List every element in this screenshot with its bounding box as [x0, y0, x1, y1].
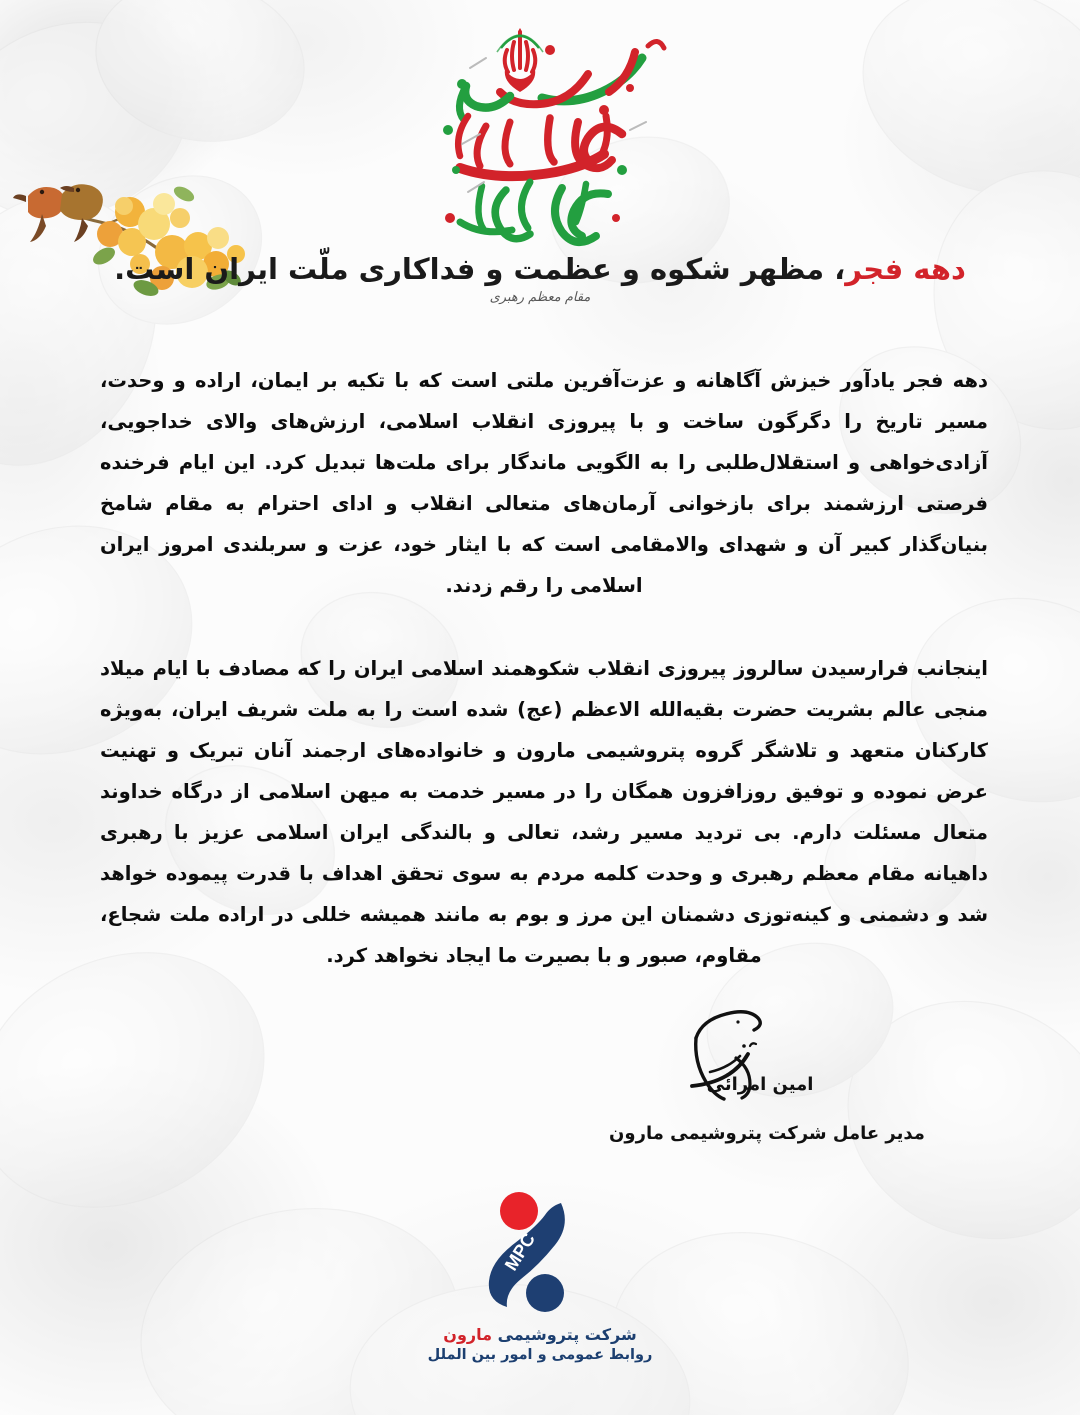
signature-block [600, 1008, 960, 1144]
bird-icon [60, 184, 103, 242]
logo-text: MPC [500, 1229, 539, 1275]
signature-mark [680, 1002, 790, 1112]
fajr-decade-emblem [390, 22, 690, 252]
footer-company-accent: مارون [443, 1325, 493, 1344]
paragraph: اینجانب فرارسیدن سالروز پیروزی انقلاب شکوهمند اسلامی ایران را که مصادف با ایام میلاد منجی عالم بشریت حضرت بقیه‌الله الاعظم (عج) شده است را به ملت شریف ایران، به‌ویژه کارکنان متعهد و تلاشگر گروه پتروشیمی مارون و خانواده‌های ارجمند آنان تبریک و تهنیت عرض نموده و توفیق روزافزون همگان را در مسیر خدمت به میهن اسلامی از درگاه خداوند متعال مسئلت دارم. بی تردید مسیر رشد، تعالی و بالندگی ایران اسلامی عزیز با رهبری داهیانه مقام معظم رهبری و وحدت کلمه مردم به سوی تحقق اهداف با قدرت پیموده خواهد شد و دشمنی و کینه‌توزی دشمنان این مرز و بوم به مانند همیشه خللی در اراده ملت شجاع، مقاوم، صبور و با بصیرت ما ایجاد نخواهد کرد. [100, 657, 988, 967]
bird-icon [13, 187, 64, 242]
quote-attribution: مقام معظم رهبری [489, 290, 591, 305]
paragraph: دهه فجر یادآور خیزش آگاهانه و عزت‌آفرین ملتی است که با تکیه بر ایمان، اراده و وحدت، مسیر تاریخ را دگرگون ساخت و با پیروزی انقلاب اسلامی، ارزش‌های والای خداجویی، آزادی‌خواهی و استقلال‌طلبی را به الگویی ماندگار برای ملت‌ها تبدیل کرد. این ایام فرخنده فرصتی ارزشمند برای بازخوانی آرمان‌های متعالی انقلاب و ادای احترام به مقام شامخ بنیان‌گذار کبیر آن و شهدای والامقامی است که با ایثار خود، عزت و سربلندی امروز ایران اسلامی را رقم زدند. [100, 369, 988, 597]
fajr-line-2 [458, 116, 622, 176]
footer-company-prefix: شرکت پتروشیمی [492, 1325, 637, 1344]
footer-block [0, 1189, 1080, 1363]
letter-body [100, 360, 988, 976]
footer-company [0, 1325, 1080, 1344]
fajr-line-3 [460, 182, 608, 242]
signature-title: مدیر عامل شرکت پتروشیمی مارون [609, 1123, 925, 1144]
mpc-logo [465, 1189, 615, 1319]
footer-department: روابط عمومی و امور بین الملل [427, 1347, 653, 1363]
quote-rest: ، مظهر شکوه و عظمت و فداکاری ملّت ایران است. [114, 252, 846, 286]
quote-highlight: دهه فجر [845, 252, 966, 286]
logo-red-dot [500, 1192, 538, 1230]
iran-emblem-icon [497, 28, 543, 92]
fajr-line-1 [459, 41, 664, 120]
logo-navy-dot [526, 1274, 564, 1312]
signature-name: امین امرائی [706, 1074, 814, 1095]
headline-quote [0, 252, 1080, 305]
quote-line [0, 252, 1080, 286]
